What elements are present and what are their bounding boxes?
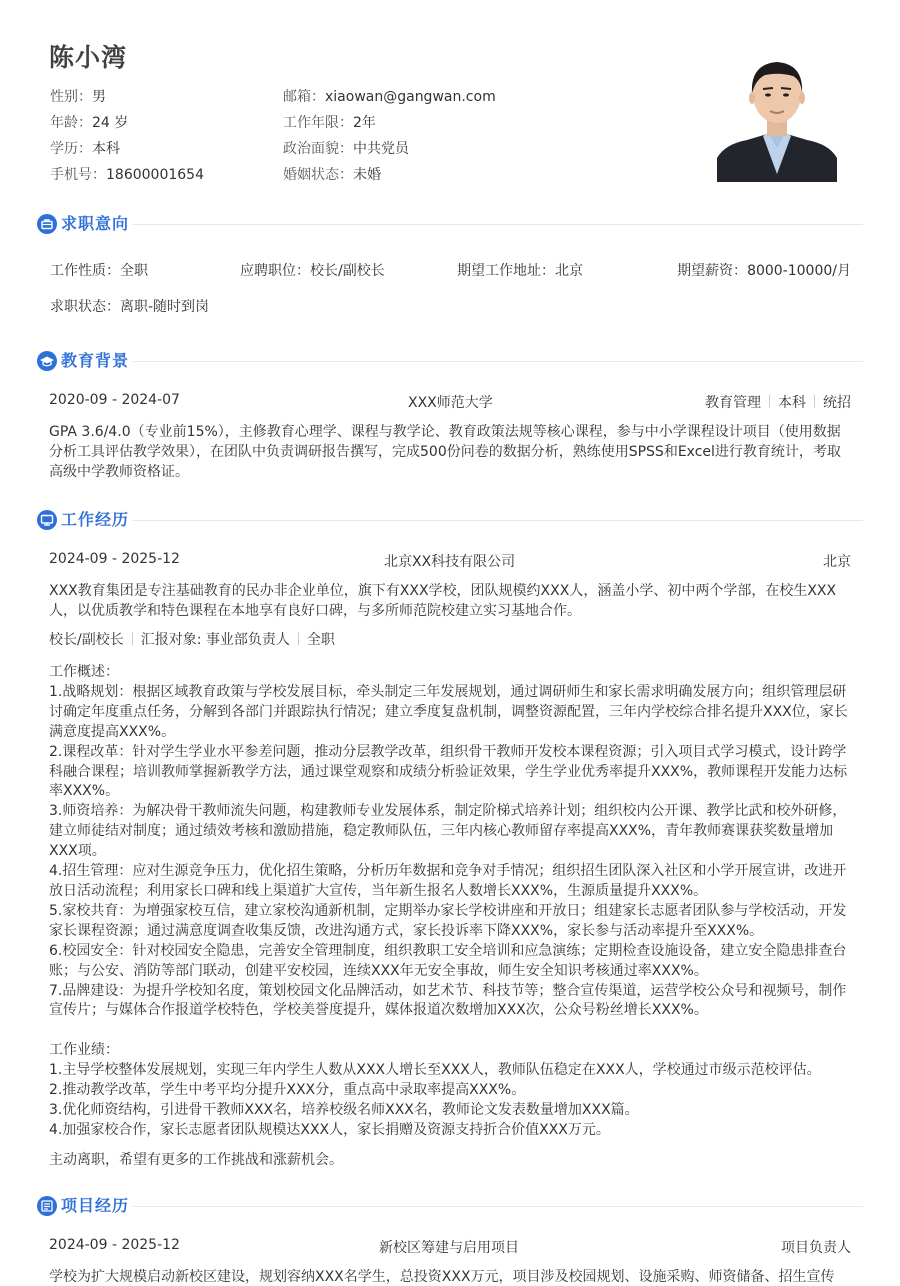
- years-label: 工作年限：: [283, 115, 353, 131]
- degree-value: 本科: [92, 141, 120, 157]
- project-role: 项目负责人: [781, 1240, 851, 1256]
- work-tag: 校长/副校长: [49, 632, 124, 648]
- text-line: 3.优化师资结构，引进骨干教师XXX名，培养校级名师XXX名，教师论文发表数量增加XXX篇。: [49, 1102, 639, 1119]
- position-value: 校长/副校长: [310, 263, 385, 279]
- job-status-label: 求职状态：: [50, 299, 120, 315]
- work-city: 北京: [823, 554, 851, 570]
- phone-label: 手机号：: [50, 167, 106, 183]
- location-field: [457, 260, 583, 280]
- list-icon: [37, 1196, 57, 1216]
- portrait-image: [717, 50, 837, 182]
- text-line: 4.加强家校合作，家长志愿者团队规模达XXX人，家长捐赠及资源支持折合价值XXX万元。: [49, 1121, 610, 1138]
- politics-field: [283, 138, 409, 158]
- salary-value: 8000-10000/月: [747, 263, 851, 279]
- school-name: XXX师范大学: [408, 395, 493, 411]
- job-type-label: 工作性质：: [50, 263, 120, 279]
- marital-field: [283, 164, 381, 184]
- section-divider: [133, 520, 863, 521]
- text-line: 工作概述：: [49, 664, 119, 680]
- location-value: 北京: [555, 263, 583, 279]
- graduation-cap-icon: [37, 351, 57, 371]
- position-field: [240, 260, 385, 280]
- salary-label: 期望薪资：: [677, 263, 748, 279]
- text-line: 建立师徒结对制度；通过绩效考核和激励措施，稳定教师队伍，三年内核心教师留存率提高XXX%，青年教师赛课获奖数量增加: [49, 823, 834, 840]
- divider: [298, 632, 299, 645]
- phone-field: [50, 164, 204, 184]
- work-tag: 汇报对象: 事业部负责人: [140, 632, 290, 648]
- text-line: 人，以优质教学和特色课程在本地享有良好口碑，与多所师范院校建立实习基地合作。: [49, 603, 581, 619]
- text-line: 率XXX%。: [49, 783, 120, 800]
- job-type-value: 全职: [120, 263, 148, 279]
- company-name: 北京XX科技有限公司: [384, 554, 516, 570]
- section-divider: [133, 361, 863, 362]
- section-education: [37, 349, 863, 373]
- section-project: [37, 1194, 863, 1218]
- text-line: 4.招生管理：应对生源竞争压力，优化招生策略，分析历年数据和竞争对手情况；组织招生团队深入社区和小学开展宣讲，改进开: [49, 863, 847, 880]
- education-tags: [705, 392, 851, 412]
- work-tags: [49, 629, 335, 649]
- briefcase-icon: [37, 214, 57, 234]
- work-details: [49, 663, 851, 1141]
- work-tag: 全职: [306, 632, 335, 648]
- section-title: 项目经历: [61, 1196, 130, 1215]
- text-line: XXX项。: [49, 843, 106, 860]
- project-period: 2024-09 - 2025-12: [49, 1237, 180, 1253]
- leave-reason: 主动离职，希望有更多的工作挑战和涨薪机会。: [49, 1152, 343, 1168]
- email-field: [283, 86, 496, 106]
- politics-label: 政治面貌：: [283, 141, 353, 157]
- divider: [132, 632, 133, 645]
- marital-value: 未婚: [353, 167, 381, 183]
- politics-value: 中共党员: [353, 141, 409, 157]
- section-divider: [133, 1206, 863, 1207]
- years-value: 2年: [353, 115, 376, 131]
- text-line: 满意度提高XXX%。: [49, 723, 176, 740]
- text-line: 账；与公安、消防等部门联动，创建平安校园，连续XXX年无安全事故，师生安全知识考核通过率XXX%。: [49, 962, 708, 979]
- study-mode: 统招: [823, 395, 851, 411]
- degree-field: [50, 138, 120, 158]
- phone-value: 18600001654: [106, 167, 204, 183]
- text-line: 1.主导学校整体发展规划，实现三年内学生人数从XXX人增长至XXX人，教师队伍稳定在XXX人，学校通过市级示范校评估。: [49, 1062, 821, 1079]
- text-line: 2.推动教学改革，学生中考平均分提升XXX分，重点高中录取率提高XXX%。: [49, 1082, 526, 1099]
- work-period: 2024-09 - 2025-12: [49, 551, 180, 567]
- text-line: 分析工具评估教学效果），在团队中负责调研报告撰写，完成500份问卷的数据分析，熟练使用SPSS和Excel进行教育统计，考取: [49, 444, 841, 460]
- degree: 本科: [778, 395, 806, 411]
- section-title: 工作经历: [61, 510, 130, 529]
- text-line: 2.课程改革：针对学生学业水平参差问题，推动分层教学改革，组织骨干教师开发校本课程资源；引入项目式学习模式，设计跨学: [49, 743, 847, 760]
- text-line: 1.战略规划：根据区域教育政策与学校发展目标，牵头制定三年发展规划，通过调研师生和家长需求明确发展方向；组织管理层研: [49, 683, 847, 700]
- degree-label: 学历：: [50, 141, 92, 157]
- text-line: 宣传片；与媒体合作报道学校特色，学校美誉度提升，媒体报道次数增加XXX次，公众号粉丝增长XXX%。: [49, 1002, 708, 1019]
- gender-label: 性别：: [50, 89, 92, 105]
- education-period: 2020-09 - 2024-07: [49, 392, 180, 408]
- text-line: 5.家校共育：为增强家校互信，建立家校沟通新机制，定期举办家长学校讲座和开放日；组建家长志愿者团队参与学校活动，开发: [49, 902, 847, 919]
- job-status-field: [50, 296, 209, 316]
- text-line: 高级中学教师资格证。: [49, 464, 189, 480]
- text-line: 讨确定年度重点任务，分解到各部门并跟踪执行情况；建立季度复盘机制，调整资源配置，三年内学校综合排名提升XXX位，家长: [49, 703, 848, 720]
- education-description: [49, 422, 851, 482]
- divider: [814, 395, 815, 408]
- monitor-icon: [37, 510, 57, 530]
- text-line: [49, 1021, 851, 1041]
- text-line: GPA 3.6/4.0（专业前15%），主修教育心理学、课程与教学论、教育政策法规等核心课程，参与中小学课程设计项目（使用数据: [49, 424, 841, 440]
- gender-field: [50, 86, 106, 106]
- email-label: 邮箱：: [283, 89, 325, 105]
- email-value[interactable]: xiaowan@gangwan.com: [325, 89, 496, 105]
- text-line: 科融合课程；培训教师掌握新教学方法，通过课堂观察和成绩分析验证效果，学生学业优秀率提升XXX%，教师课程开发能力达标: [49, 763, 848, 780]
- marital-label: 婚姻状态：: [283, 167, 353, 183]
- age-value: 24 岁: [92, 115, 129, 131]
- text-line: 家长课程资源；通过满意度调查收集反馈，改进沟通方式，家长投诉率下降XXX%，家长参与活动率提升至XXX%。: [49, 922, 764, 939]
- company-intro: [49, 581, 851, 621]
- position-label: 应聘职位：: [240, 263, 310, 279]
- project-name: 新校区筹建与启用项目: [379, 1240, 519, 1256]
- age-label: 年龄：: [50, 115, 92, 131]
- location-label: 期望工作地址：: [457, 263, 555, 279]
- section-divider: [133, 224, 863, 225]
- text-line: 3.师资培养：为解决骨干教师流失问题，构建教师专业发展体系，制定阶梯式培养计划；组织校内公开课、教学比武和校外研修，: [49, 803, 847, 820]
- text-line: XXX教育集团是专注基础教育的民办非企业单位，旗下有XXX学校，团队规模约XXX人，涵盖小学、初中两个学部，在校生XXX: [49, 583, 837, 599]
- job-type-field: [50, 260, 148, 280]
- section-work: [37, 508, 863, 532]
- divider: [769, 395, 770, 408]
- salary-field: [677, 260, 851, 280]
- profile-photo: [717, 50, 837, 182]
- section-job-intent: [37, 212, 863, 236]
- project-description: 学校为扩大规模启动新校区建设，规划容纳XXX名学生，总投资XXX万元，项目涉及校园规划、设施采购、师资储备、招生宣传: [49, 1269, 835, 1285]
- text-line: 放日活动流程；利用家长口碑和线上渠道扩大宣传，当年新生报名人数增长XXX%，生源质量提升XXX%。: [49, 882, 708, 899]
- text-line: 7.品牌建设：为提升学校知名度，策划校园文化品牌活动，如艺术节、科技节等；整合宣传渠道，运营学校公众号和视频号，制作: [49, 982, 847, 999]
- age-field: [50, 112, 128, 132]
- candidate-name: 陈小湾: [49, 43, 128, 72]
- section-title: 教育背景: [61, 351, 130, 370]
- section-title: 求职意向: [61, 214, 130, 233]
- years-field: [283, 112, 376, 132]
- gender-value: 男: [92, 89, 106, 105]
- major: 教育管理: [705, 395, 761, 411]
- text-line: 6.校园安全：针对校园安全隐患，完善安全管理制度，组织教职工安全培训和应急演练；定期检查设施设备，建立安全隐患排查台: [49, 942, 847, 959]
- job-status-value: 离职-随时到岗: [120, 299, 210, 315]
- text-line: 工作业绩：: [49, 1042, 119, 1059]
